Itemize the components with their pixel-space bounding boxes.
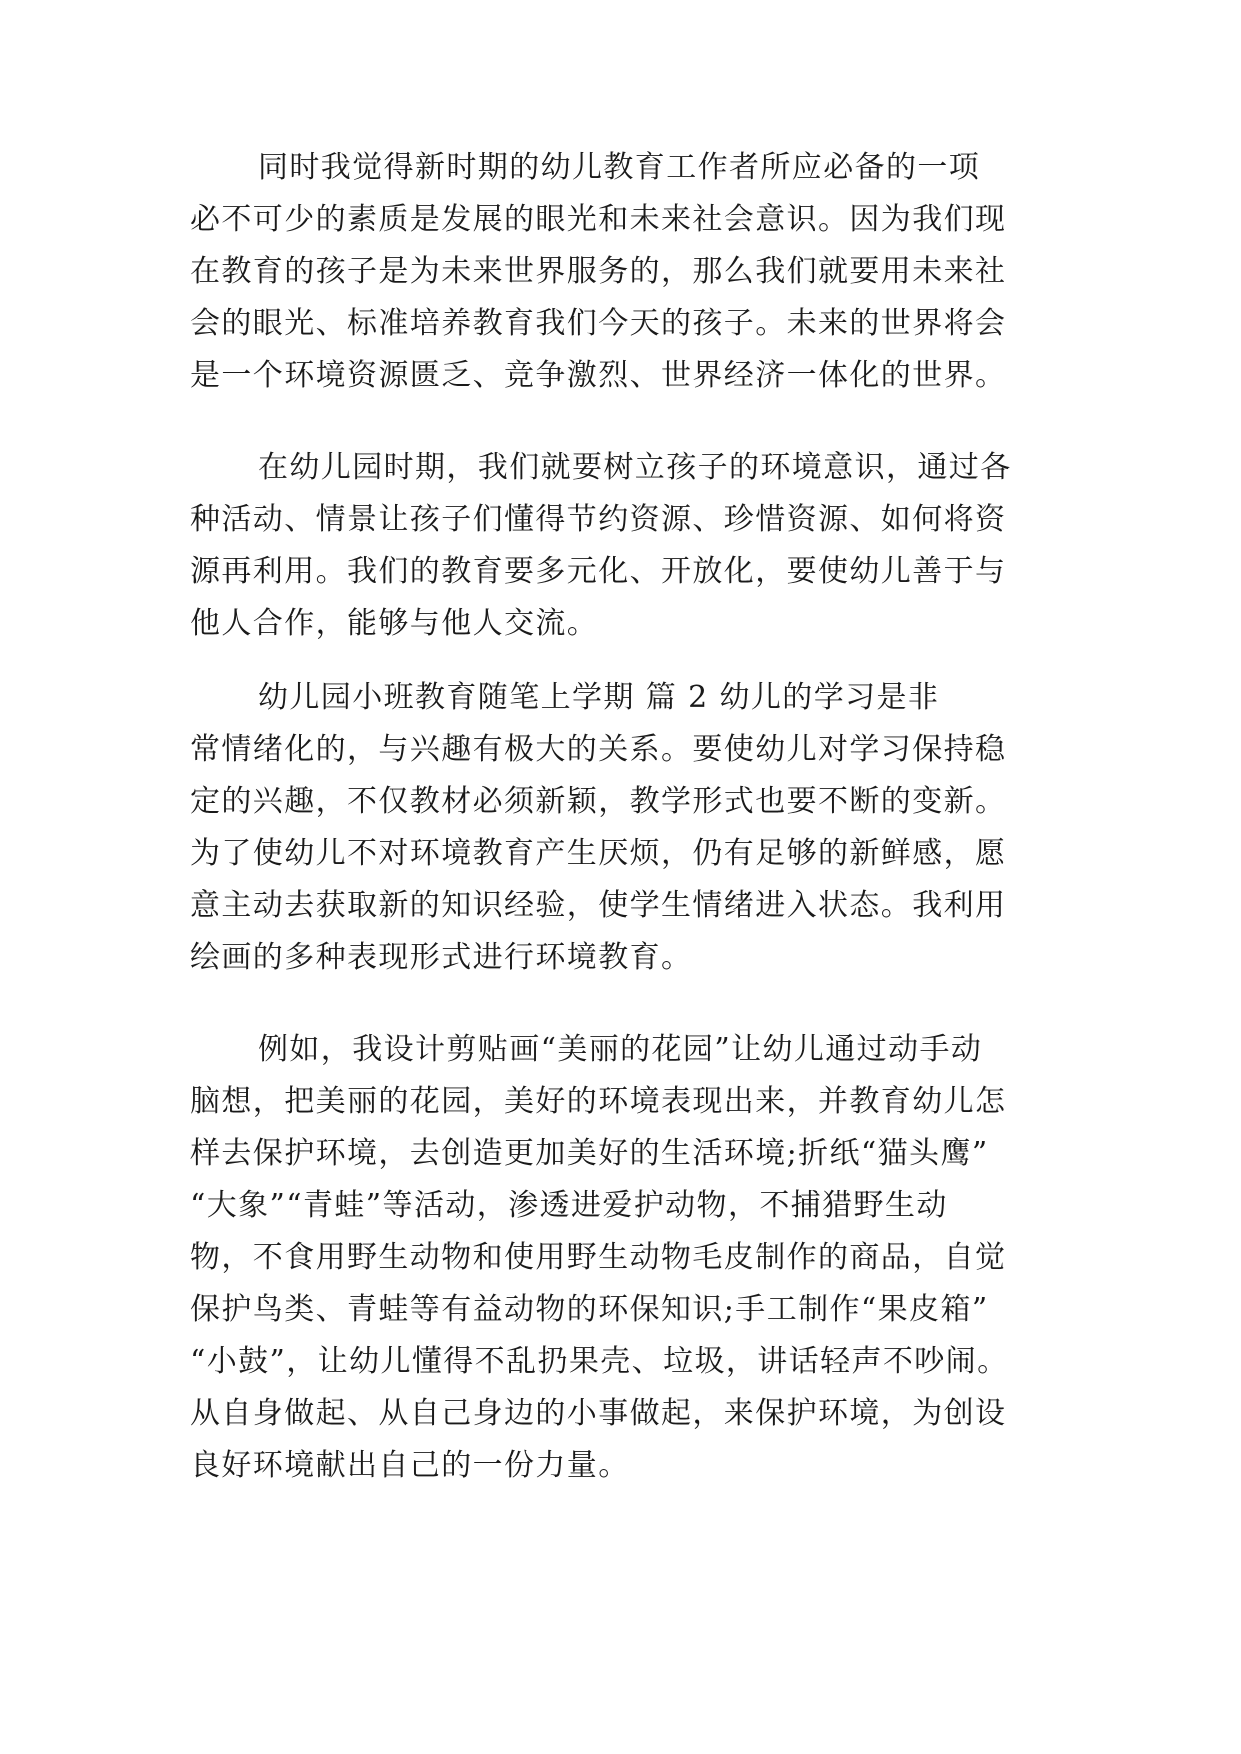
text-line: “大象”“青蛙”等活动，渗透进爱护动物，不捕猎野生动: [190, 1188, 948, 1223]
text-line: 样去保护环境，去创造更加美好的生活环境;折纸“猫头鹰”: [190, 1136, 989, 1171]
text-line: 幼儿园小班教育随笔上学期 篇 2 幼儿的学习是非: [258, 680, 940, 715]
text-line: 保护鸟类、青蛙等有益动物的环保知识;手工制作“果皮箱”: [190, 1292, 989, 1327]
text-line: 物，不食用野生动物和使用野生动物毛皮制作的商品，自觉: [190, 1240, 1007, 1275]
text-line: 必不可少的素质是发展的眼光和未来社会意识。因为我们现: [190, 202, 1007, 237]
text-line: 是一个环境资源匮乏、竞争激烈、世界经济一体化的世界。: [190, 358, 1007, 393]
text-line: 绘画的多种表现形式进行环境教育。: [190, 940, 693, 975]
text-line: 意主动去获取新的知识经验，使学生情绪进入状态。我利用: [190, 888, 1007, 923]
text-line: 例如，我设计剪贴画“美丽的花园”让幼儿通过动手动: [258, 1032, 983, 1067]
text-line: 在教育的孩子是为未来世界服务的，那么我们就要用未来社: [190, 254, 1007, 289]
text-line: 源再利用。我们的教育要多元化、开放化，要使幼儿善于与: [190, 554, 1007, 589]
text-line: 种活动、情景让孩子们懂得节约资源、珍惜资源、如何将资: [190, 502, 1007, 537]
text-line: 常情绪化的，与兴趣有极大的关系。要使幼儿对学习保持稳: [190, 732, 1007, 767]
text-line: “小鼓”，让幼儿懂得不乱扔果壳、垃圾，讲话轻声不吵闹。: [190, 1344, 1009, 1379]
text-line: 脑想，把美丽的花园，美好的环境表现出来，并教育幼儿怎: [190, 1084, 1007, 1119]
text-line: 他人合作，能够与他人交流。: [190, 606, 599, 641]
text-line: 同时我觉得新时期的幼儿教育工作者所应必备的一项: [258, 150, 981, 185]
text-line: 为了使幼儿不对环境教育产生厌烦，仍有足够的新鲜感，愿: [190, 836, 1007, 871]
text-line: 良好环境献出自己的一份力量。: [190, 1448, 630, 1483]
text-line: 会的眼光、标准培养教育我们今天的孩子。未来的世界将会: [190, 306, 1007, 341]
text-line: 定的兴趣，不仅教材必须新颖，教学形式也要不断的变新。: [190, 784, 1007, 819]
text-line: 在幼儿园时期，我们就要树立孩子的环境意识，通过各: [258, 450, 1012, 485]
text-line: 从自身做起、从自己身边的小事做起，来保护环境，为创设: [190, 1396, 1007, 1431]
